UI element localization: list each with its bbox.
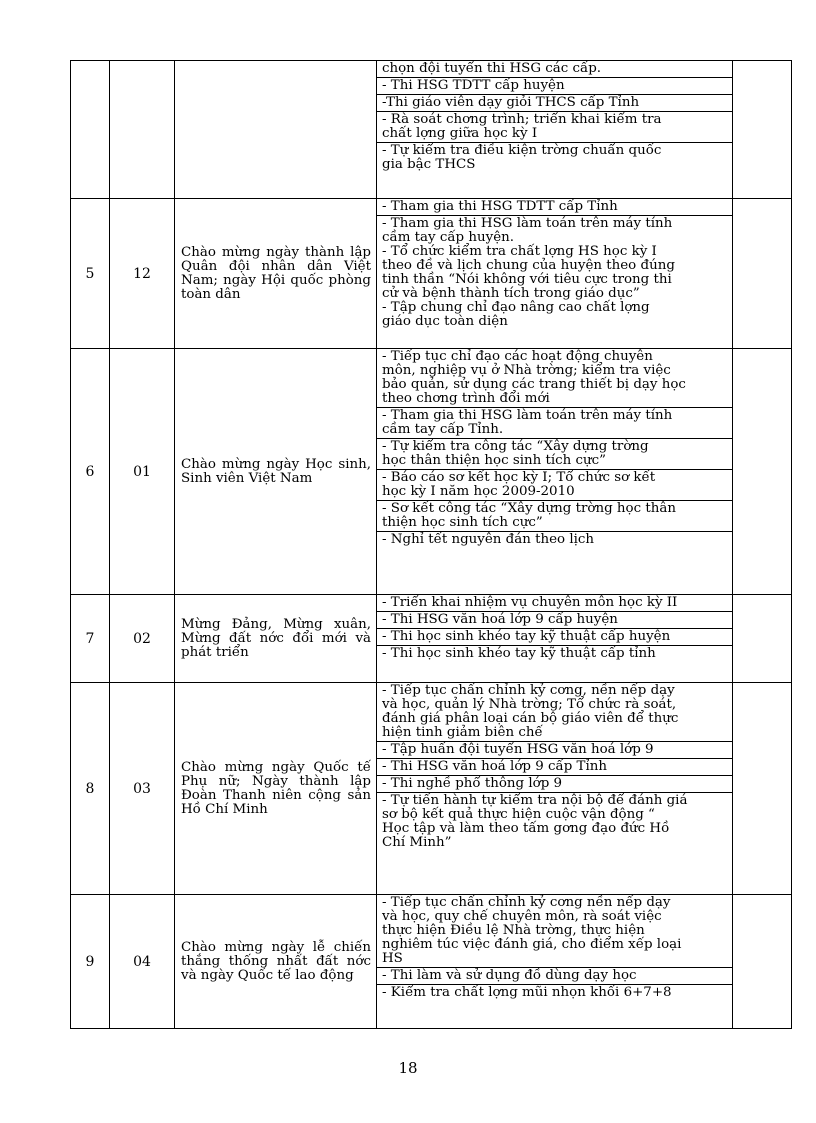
row-number bbox=[71, 61, 110, 199]
activity-item: - Tham gia thi HSG làm toán trên máy tính cầm tay cấp Tỉnh. bbox=[377, 408, 732, 439]
row-month: 02 bbox=[110, 595, 175, 683]
row-theme: Chào mừng ngày thành lập Quân đội nhân dân Việt Nam; ngày Hội quốc phòng toàn dân bbox=[175, 199, 377, 349]
row-number: 6 bbox=[71, 349, 110, 595]
row-month: 03 bbox=[110, 683, 175, 895]
activity-item: - Kiểm tra chất lợng mũi nhọn khối 6+7+8 bbox=[382, 985, 672, 1000]
row-notes bbox=[733, 895, 792, 1029]
activity-item: - Tự tiến hành tự kiểm tra nội bộ để đánh giá sơ bộ kết quả thực hiện cuộc vận động “ Học tập và làm theo tấm gơng đạo đức Hồ Chí Minh” bbox=[382, 793, 688, 850]
plan-table-container bbox=[70, 60, 782, 1029]
activity-item: - Thi làm và sử dụng đồ dùng dạy học bbox=[377, 968, 732, 985]
row-month bbox=[110, 61, 175, 199]
row-notes bbox=[733, 349, 792, 595]
row-theme: Mừng Đảng, Mừng xuân, Mừng đất nớc đổi mới và phát triển bbox=[175, 595, 377, 683]
row-notes bbox=[733, 199, 792, 349]
activity-item: - Tiếp tục chấn chỉnh kỷ cơng, nền nếp dạy và học, quản lý Nhà trờng; Tổ chức rà soát, đánh giá phân loại cán bộ giáo viên để thực hiện tinh giảm biên chế bbox=[377, 683, 732, 742]
row-theme: Chào mừng ngày lễ chiến thắng thống nhất đất nớc và ngày Quốc tế lao động bbox=[175, 895, 377, 1029]
row-theme bbox=[175, 61, 377, 199]
table-row bbox=[71, 61, 792, 199]
activity-item: - Tiếp tục chấn chỉnh kỷ cơng nền nếp dạy và học, quy chế chuyên môn, rà soát việc thực hiện Điều lệ Nhà trờng, thực hiện nghiêm túc việc đánh giá, cho điểm xếp loại HS bbox=[377, 895, 732, 968]
activity-item: - Sơ kết công tác “Xây dựng trờng học thân thiện học sinh tích cực” bbox=[377, 501, 732, 532]
activity-item: - Thi nghề phổ thông lớp 9 bbox=[377, 776, 732, 793]
activity-item: - Triển khai nhiệm vụ chuyên môn học kỳ II bbox=[377, 595, 732, 612]
table-row bbox=[71, 895, 792, 1029]
table-row bbox=[71, 683, 792, 895]
row-activities bbox=[377, 349, 733, 595]
row-month: 01 bbox=[110, 349, 175, 595]
row-activities bbox=[377, 683, 733, 895]
row-number: 8 bbox=[71, 683, 110, 895]
row-notes bbox=[733, 61, 792, 199]
row-activities bbox=[377, 61, 733, 199]
row-notes bbox=[733, 595, 792, 683]
row-number: 7 bbox=[71, 595, 110, 683]
row-number: 5 bbox=[71, 199, 110, 349]
row-month: 12 bbox=[110, 199, 175, 349]
row-theme: Chào mừng ngày Học sinh, Sinh viên Việt Nam bbox=[175, 349, 377, 595]
plan-table bbox=[70, 60, 792, 1029]
activity-item: -Thi giáo viên dạy giỏi THCS cấp Tỉnh bbox=[377, 95, 732, 112]
activity-item: - Tự kiểm tra công tác “Xây dựng trờng học thân thiện học sinh tích cực” bbox=[377, 439, 732, 470]
activity-item: - Tập huấn đội tuyển HSG văn hoá lớp 9 bbox=[377, 742, 732, 759]
activity-item: - Nghỉ tết nguyên đán theo lịch bbox=[382, 532, 595, 547]
row-activities bbox=[377, 895, 733, 1029]
row-theme: Chào mừng ngày Quốc tế Phụ nữ; Ngày thành lập Đoàn Thanh niên cộng sản Hồ Chí Minh bbox=[175, 683, 377, 895]
row-activities bbox=[377, 199, 733, 349]
activity-item: - Thi học sinh khéo tay kỹ thuật cấp tỉnh bbox=[382, 646, 656, 661]
activity-item: - Thi HSG văn hoá lớp 9 cấp Tỉnh bbox=[377, 759, 732, 776]
activity-item: - Tiếp tục chỉ đạo các hoạt động chuyên môn, nghiệp vụ ở Nhà trờng; kiểm tra việc bảo quản, sử dụng các trang thiết bị dạy học theo chơng trình đổi mới bbox=[377, 349, 732, 408]
table-row bbox=[71, 595, 792, 683]
activity-item: - Rà soát chơng trình; triển khai kiểm tra chất lợng giữa học kỳ I bbox=[377, 112, 732, 143]
row-notes bbox=[733, 683, 792, 895]
activity-item: - Báo cáo sơ kết học kỳ I; Tổ chức sơ kết học kỳ I năm học 2009-2010 bbox=[377, 470, 732, 501]
row-number: 9 bbox=[71, 895, 110, 1029]
activity-item: - Thi học sinh khéo tay kỹ thuật cấp huyện bbox=[377, 629, 732, 646]
row-activities bbox=[377, 595, 733, 683]
table-row bbox=[71, 199, 792, 349]
activity-item: chọn đội tuyển thi HSG các cấp. bbox=[377, 61, 732, 78]
activity-item: - Tự kiểm tra điều kiện trờng chuẩn quốc gia bậc THCS bbox=[382, 143, 662, 172]
activity-item: - Tham gia thi HSG làm toán trên máy tính cầm tay cấp huyện. - Tổ chức kiểm tra chất lợng HS học kỳ I theo đề và lịch chung của huyện theo đúng tinh thần “Nói không với tiêu cực trong thi cử và bệnh thành tích trong giáo dục” - Tập chung chỉ đạo nâng cao chất lợng giáo dục toàn diện bbox=[382, 216, 675, 329]
row-month: 04 bbox=[110, 895, 175, 1029]
activity-item: - Thi HSG TDTT cấp huyện bbox=[377, 78, 732, 95]
activity-item: - Thi HSG văn hoá lớp 9 cấp huyện bbox=[377, 612, 732, 629]
page-number: 18 bbox=[398, 1059, 418, 1077]
activity-item: - Tham gia thi HSG TDTT cấp Tỉnh bbox=[377, 199, 732, 216]
table-row bbox=[71, 349, 792, 595]
